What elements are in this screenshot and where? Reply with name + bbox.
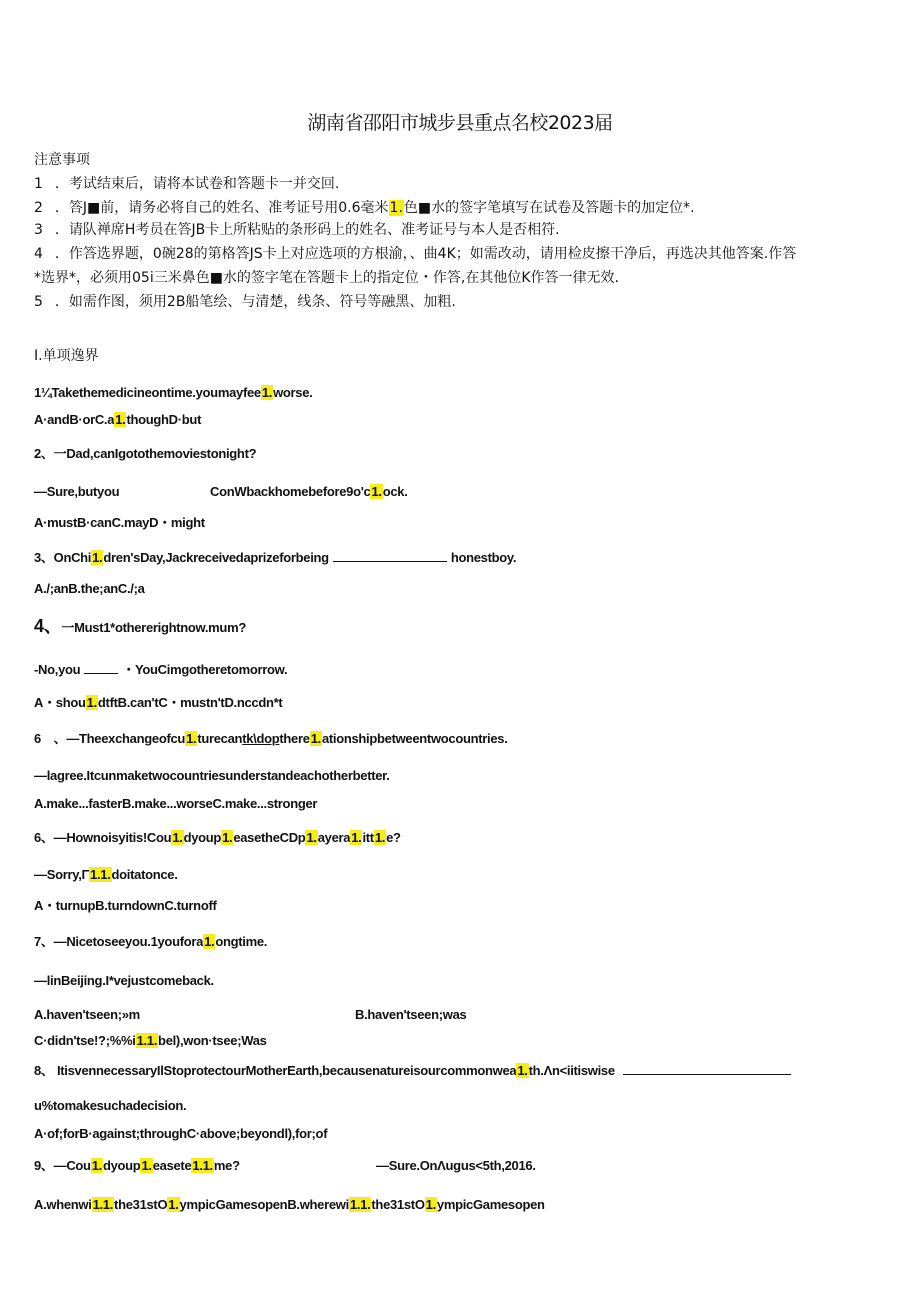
- question-7-option-c: C·didn'tse!?;%%i1.1.bel),won·tsee;Was: [34, 1033, 267, 1048]
- notice-item: 1 ．考试结束后，请将本试卷和答题卡一并交回.: [34, 176, 340, 192]
- notice-item: 3 ．请队禅席H考员在答JB卡上所粘贴的条形码上的姓名、准考证号与本人是否相符.: [34, 222, 560, 238]
- question-6b-answer: —Sorry,Γ1.1.doitatonce.: [34, 867, 178, 882]
- question-1-options: A·andB·orC.a1.thoughD·but: [34, 412, 202, 427]
- question-6b: 6、—Hownoisyitis!Cou1.dyoup1.easetheCDp1.ayera1.itt1.e?: [34, 830, 401, 845]
- question-2-answer: —Sure,butyou: [34, 484, 120, 499]
- question-1: 1¼Takethemedicineontime.youmayfee1.worse.: [34, 385, 313, 400]
- question-3-options: A./;anB.the;anC./;a: [34, 581, 145, 596]
- question-4-options: A・shou1.dtftB.can'tC・mustn'tD.nccdn*t: [34, 695, 283, 710]
- question-4: 4、一Must1*othererightnow.mum?: [34, 616, 246, 636]
- question-2-options: A·mustB·canC.mayD・might: [34, 515, 205, 530]
- question-7: 7、—Nicetoseeyou.1youfora1.ongtime.: [34, 934, 268, 949]
- question-9-options: A.whenwi1.1.the31stO1.ympicGamesopenB.wherewi1.1.the31stO1.ympicGamesopen: [34, 1197, 545, 1212]
- question-2: 2、一Dad,canIgotothemoviestonight?: [34, 446, 257, 461]
- question-8: 8、 ItisvennecessaryIlStoprotectourMotherEarth,becausenatureisourcommonwea1.th.Λn<iitiswise: [34, 1063, 791, 1079]
- question-7-answer: —linBeijing.I*vejustcomeback.: [34, 973, 214, 988]
- notice-item: 2 ．答J■前，请务必将自己的姓名、准考证号用0.6毫米1.色■水的签字笔填写在试卷及答题卡的加定位*.: [34, 200, 695, 216]
- question-8-options: A·of;forB·against;throughC·above;beyondl),for;of: [34, 1126, 328, 1141]
- question-9: 9、—Cou1.dyoup1.easete1.1.me?: [34, 1158, 240, 1173]
- notice-item: 4 ．作答选界题，0碗28的第格答JS卡上对应选项的方根渝，、曲4K；如需改动，请用检皮擦干净后，再选决其他答案.作答: [34, 246, 797, 262]
- section-heading: I.单项逸界: [34, 348, 99, 364]
- question-7-option-b: B.haven'tseen;was: [355, 1007, 467, 1022]
- question-2-answer-cont: ConWbackhomebefore9o'c1.ock.: [210, 484, 408, 499]
- question-7-option-a: A.haven'tseen;»m: [34, 1007, 140, 1022]
- question-3: 3、OnChi1.dren'sDay,Jackreceivedaprizeforbeing honestboy.: [34, 550, 517, 565]
- notice-item: *选界*，必须用05i三米鼻色■水的签字笔在答题卡上的指定位・作答,在其他位K作答一律无效.: [34, 270, 620, 286]
- question-6a-answer: —lagree.Itcunmaketwocountriesunderstandeachotherbetter.: [34, 768, 390, 783]
- notice-item: 5 ．如需作图，须用2B船笔绘、与清楚，线条、符号等融黑、加粗.: [34, 294, 456, 310]
- question-6a-options: A.make...fasterB.make...worseC.make...stronger: [34, 796, 318, 811]
- question-8-cont: u%tomakesuchadecision.: [34, 1098, 187, 1113]
- page-title: 湖南省邵阳市城步县重点名校2023届: [307, 112, 613, 134]
- question-9-answer: —Sure.OnΛugus<5th,2016.: [376, 1158, 536, 1173]
- question-6a: 6 、—Theexchangeofcu1.turecantk\dopthere1.ationshipbetweentwocountries.: [34, 731, 508, 746]
- question-4-answer: -No,you ・YouCimgotheretomorrow.: [34, 662, 288, 677]
- notice-heading: 注意事项: [34, 152, 90, 168]
- question-6b-options: A・turnupB.turndownC.turnoff: [34, 898, 217, 913]
